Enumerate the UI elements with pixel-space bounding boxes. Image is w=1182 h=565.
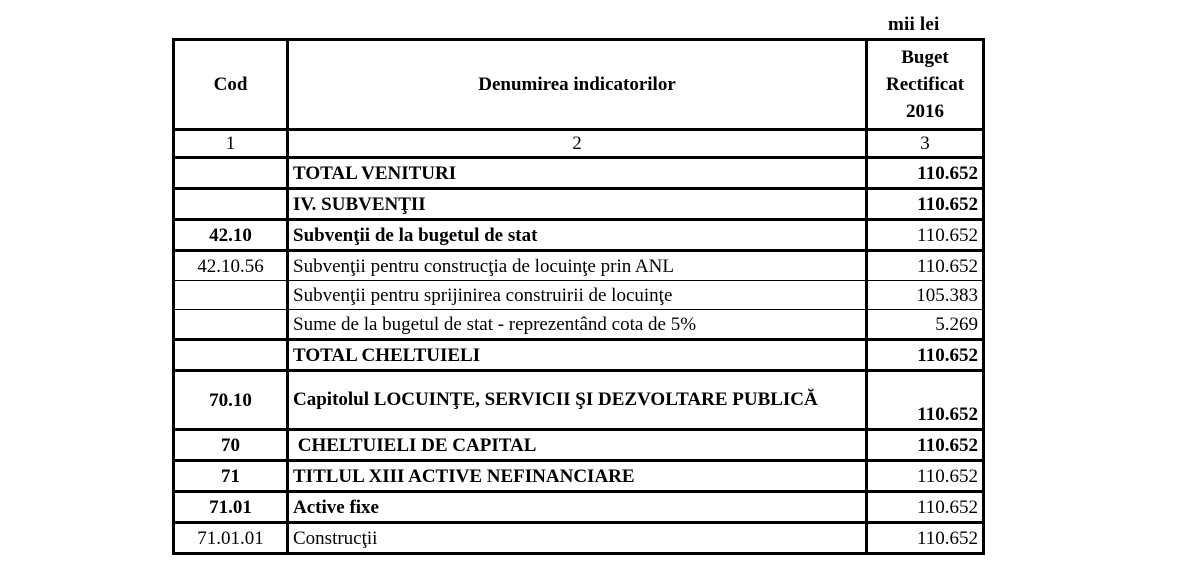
header-cod: Cod xyxy=(174,40,288,130)
row-name: Subvenţii pentru sprijinirea construirii de locuinţe xyxy=(288,281,867,310)
table-row xyxy=(174,251,984,281)
row-value: 110.652 xyxy=(867,189,984,220)
row-value: 110.652 xyxy=(867,220,984,251)
table-row xyxy=(174,220,984,251)
column-number-row xyxy=(174,130,984,158)
row-code: 42.10 xyxy=(174,220,288,251)
row-value: 110.652 xyxy=(867,523,984,554)
header-denumirea: Denumirea indicatorilor xyxy=(288,40,867,130)
table-row xyxy=(174,310,984,340)
row-code: 70.10 xyxy=(174,371,288,430)
unit-label: mii lei xyxy=(888,14,940,35)
row-value: 110.652 xyxy=(867,371,984,430)
table-row xyxy=(174,158,984,189)
row-code: 70 xyxy=(174,430,288,461)
row-name: CHELTUIELI DE CAPITAL xyxy=(288,430,867,461)
row-code xyxy=(174,281,288,310)
row-value: 105.383 xyxy=(867,281,984,310)
column-number-2: 2 xyxy=(288,130,867,158)
row-name: Subvenţii pentru construcţia de locuinţe prin ANL xyxy=(288,251,867,281)
table-row xyxy=(174,340,984,371)
row-value: 110.652 xyxy=(867,340,984,371)
row-name: IV. SUBVENŢII xyxy=(288,189,867,220)
row-code: 71.01 xyxy=(174,492,288,523)
row-code xyxy=(174,158,288,189)
table-row xyxy=(174,281,984,310)
row-value: 110.652 xyxy=(867,430,984,461)
budget-table xyxy=(172,38,985,555)
row-name: Active fixe xyxy=(288,492,867,523)
column-number-1: 1 xyxy=(174,130,288,158)
table-header-row xyxy=(174,40,984,130)
row-name: TOTAL VENITURI xyxy=(288,158,867,189)
row-name: Subvenţii de la bugetul de stat xyxy=(288,220,867,251)
row-name: TOTAL CHELTUIELI xyxy=(288,340,867,371)
row-value: 110.652 xyxy=(867,251,984,281)
table-row xyxy=(174,371,984,430)
row-value: 110.652 xyxy=(867,492,984,523)
row-name: Sume de la bugetul de stat - reprezentând cota de 5% xyxy=(288,310,867,340)
row-name: Construcţii xyxy=(288,523,867,554)
table-row xyxy=(174,430,984,461)
row-code: 71 xyxy=(174,461,288,492)
row-code: 71.01.01 xyxy=(174,523,288,554)
row-value: 110.652 xyxy=(867,158,984,189)
row-name: Capitolul LOCUINŢE, SERVICII ŞI DEZVOLTARE PUBLICĂ xyxy=(288,371,867,430)
header-buget: Buget Rectificat 2016 xyxy=(867,40,984,130)
row-code xyxy=(174,310,288,340)
row-value: 5.269 xyxy=(867,310,984,340)
row-code: 42.10.56 xyxy=(174,251,288,281)
row-code xyxy=(174,340,288,371)
table-row xyxy=(174,492,984,523)
row-code xyxy=(174,189,288,220)
column-number-3: 3 xyxy=(867,130,984,158)
table-row xyxy=(174,189,984,220)
row-name: TITLUL XIII ACTIVE NEFINANCIARE xyxy=(288,461,867,492)
table-row xyxy=(174,461,984,492)
table-row xyxy=(174,523,984,554)
row-value: 110.652 xyxy=(867,461,984,492)
